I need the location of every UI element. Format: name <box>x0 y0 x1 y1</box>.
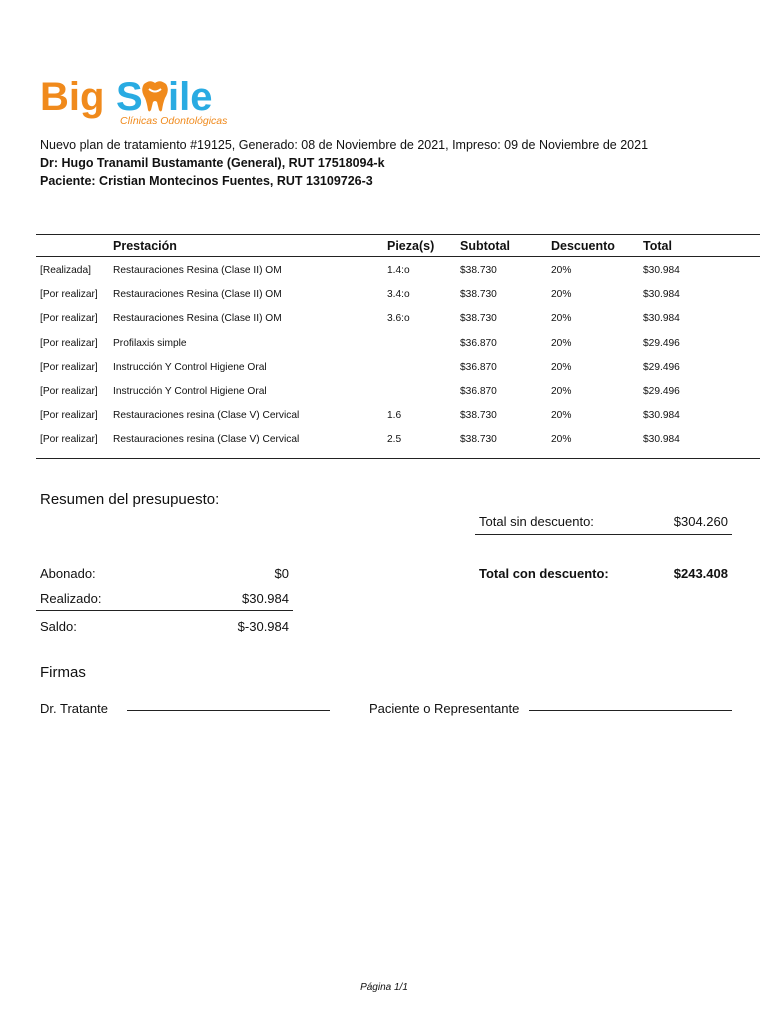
divider <box>36 610 293 611</box>
cell-descuento: 20% <box>551 410 572 422</box>
cell-descuento: 20% <box>551 434 572 446</box>
cell-prestacion: Restauraciones Resina (Clase II) OM <box>113 289 282 301</box>
table-row <box>36 330 760 354</box>
signatures-title: Firmas <box>40 664 86 681</box>
cell-subtotal: $38.730 <box>460 434 497 446</box>
header-descuento: Descuento <box>551 239 615 253</box>
cell-subtotal: $38.730 <box>460 289 497 301</box>
cell-pieza: 2.5 <box>387 434 402 446</box>
cell-estado: [Por realizar] <box>40 313 98 325</box>
patient-signature-line <box>529 710 732 711</box>
plan-info: Nuevo plan de tratamiento #19125, Generado: 08 de Noviembre de 2021, Impreso: 09 de Noviembre de 2021 <box>40 138 649 152</box>
cell-total: $29.496 <box>643 361 680 373</box>
total-con-descuento-value: $243.408 <box>673 566 728 581</box>
patient-signature-label: Paciente o Representante <box>369 701 520 716</box>
cell-total: $30.984 <box>643 434 680 446</box>
cell-subtotal: $38.730 <box>460 313 497 325</box>
table-row <box>36 305 760 329</box>
big-smile-logo <box>40 72 240 130</box>
table-body <box>36 257 760 458</box>
cell-pieza: 3.6:o <box>387 313 410 325</box>
cell-estado: [Realizada] <box>40 265 91 276</box>
doctor-signature-label: Dr. Tratante <box>40 701 108 716</box>
logo-s-text: S <box>116 75 143 119</box>
cell-subtotal: $36.870 <box>460 337 497 349</box>
cell-subtotal: $36.870 <box>460 361 497 373</box>
cell-prestacion: Restauraciones resina (Clase V) Cervical <box>113 410 300 422</box>
cell-prestacion: Instrucción Y Control Higiene Oral <box>113 361 267 373</box>
cell-estado: [Por realizar] <box>40 361 98 373</box>
cell-descuento: 20% <box>551 265 572 276</box>
cell-descuento: 20% <box>551 337 572 349</box>
cell-total: $29.496 <box>643 337 680 349</box>
cell-prestacion: Restauraciones resina (Clase V) Cervical <box>113 434 300 446</box>
cell-subtotal: $36.870 <box>460 385 497 397</box>
tooth-icon <box>142 81 168 111</box>
realizado-label: Realizado: <box>40 591 102 606</box>
cell-descuento: 20% <box>551 313 572 325</box>
summary-title: Resumen del presupuesto: <box>40 491 220 508</box>
patient-info: Paciente: Cristian Montecinos Fuentes, RUT 13109726-3 <box>40 174 373 188</box>
cell-subtotal: $38.730 <box>460 410 497 422</box>
realizado-value: $30.984 <box>242 591 289 606</box>
cell-descuento: 20% <box>551 289 572 301</box>
cell-total: $30.984 <box>643 289 680 301</box>
cell-total: $30.984 <box>643 313 680 325</box>
doctor-info: Dr: Hugo Tranamil Bustamante (General), RUT 17518094-k <box>40 156 385 170</box>
header-pieza: Pieza(s) <box>387 239 435 253</box>
header-total: Total <box>643 239 672 253</box>
cell-estado: [Por realizar] <box>40 385 98 397</box>
cell-estado: [Por realizar] <box>40 410 98 422</box>
table-row <box>36 257 760 281</box>
cell-descuento: 20% <box>551 385 572 397</box>
table-row <box>36 378 760 402</box>
abonado-value: $0 <box>274 566 289 581</box>
doctor-signature-line <box>127 710 330 711</box>
table-row <box>36 426 760 450</box>
cell-total: $30.984 <box>643 410 680 422</box>
saldo-label: Saldo: <box>40 619 77 634</box>
cell-pieza: 1.4:o <box>387 265 410 276</box>
total-sin-descuento-value: $304.260 <box>673 514 728 529</box>
divider <box>475 534 732 535</box>
cell-total: $30.984 <box>643 265 680 276</box>
table-row <box>36 402 760 426</box>
cell-prestacion: Restauraciones Resina (Clase II) OM <box>113 265 282 276</box>
page-number: Página 1/1 <box>360 982 408 993</box>
cell-prestacion: Restauraciones Resina (Clase II) OM <box>113 313 282 325</box>
cell-prestacion: Instrucción Y Control Higiene Oral <box>113 385 267 397</box>
table-row <box>36 281 760 305</box>
logo-tagline: Clínicas Odontológicas <box>120 115 228 127</box>
cell-pieza: 1.6 <box>387 410 402 422</box>
cell-estado: [Por realizar] <box>40 337 98 349</box>
table-header <box>36 235 760 257</box>
header-subtotal: Subtotal <box>460 239 510 253</box>
cell-estado: [Por realizar] <box>40 434 98 446</box>
header-prestacion: Prestación <box>113 239 177 253</box>
cell-prestacion: Profilaxis simple <box>113 337 187 349</box>
treatment-table <box>36 234 760 459</box>
logo-ile-text: ile <box>168 75 213 119</box>
total-con-descuento-label: Total con descuento: <box>479 566 609 581</box>
total-sin-descuento-label: Total sin descuento: <box>479 514 594 529</box>
cell-estado: [Por realizar] <box>40 289 98 301</box>
cell-pieza: 3.4:o <box>387 289 410 301</box>
table-row <box>36 354 760 378</box>
logo-big-text: Big <box>40 75 105 119</box>
cell-descuento: 20% <box>551 361 572 373</box>
abonado-label: Abonado: <box>40 566 96 581</box>
saldo-value: $-30.984 <box>237 619 289 634</box>
cell-subtotal: $38.730 <box>460 265 497 276</box>
cell-total: $29.496 <box>643 385 680 397</box>
